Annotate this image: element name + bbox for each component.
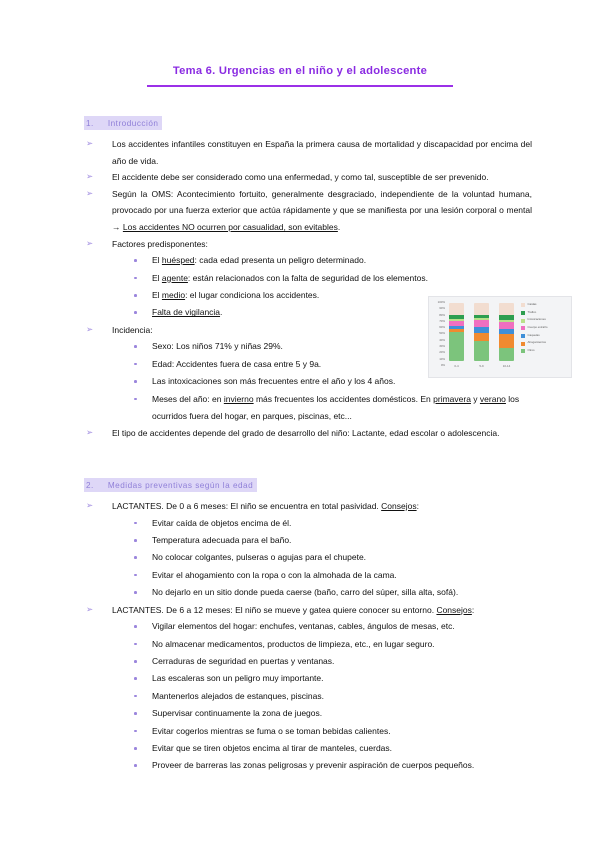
bullet-level-2 xyxy=(84,270,532,287)
bullet-text: El medio: el lugar condiciona los accidentes. xyxy=(152,289,320,300)
chart-bar-segment xyxy=(499,334,514,348)
chart-legend-item xyxy=(521,334,571,338)
arrow-bullet-icon: ➢ xyxy=(86,428,94,439)
bullet-level-2 xyxy=(84,515,532,532)
section-title-1: Introducción xyxy=(107,118,159,128)
legend-label: Otros xyxy=(527,348,535,353)
arrow-bullet-icon: ➢ xyxy=(86,238,94,249)
legend-swatch xyxy=(521,319,525,323)
bullet-text: Evitar caída de objetos encima de él. xyxy=(152,517,292,528)
bullet-level-1 xyxy=(84,186,532,236)
round-bullet-icon xyxy=(134,277,137,280)
round-bullet-icon xyxy=(134,380,137,383)
bullet-text: No colocar colgantes, pulseras o agujas para el chupete. xyxy=(152,552,367,563)
round-bullet-icon xyxy=(134,712,137,715)
arrow-bullet-icon: ➢ xyxy=(86,139,94,149)
legend-label: Trafico xyxy=(527,309,537,314)
underlined-text: agente xyxy=(161,272,188,283)
title-block xyxy=(0,64,600,87)
round-bullet-icon xyxy=(134,695,137,698)
accident-causes-chart xyxy=(428,296,572,378)
chart-y-tick: 70% xyxy=(439,318,445,323)
legend-swatch xyxy=(521,303,525,307)
bullet-text: Los accidentes infantiles constituyen en España la primera causa de mortalidad y discapacidad por encima del año de vida. xyxy=(112,139,532,166)
chart-bar-segment xyxy=(499,348,514,361)
bullet-text: Sexo: Los niños 71% y niñas 29%. xyxy=(152,341,283,352)
bullet-text: El accidente debe ser considerado como una enfermedad, y como tal, susceptible de ser prevenido. xyxy=(112,172,489,183)
bullet-level-1 xyxy=(84,169,532,186)
legend-swatch xyxy=(521,311,525,315)
round-bullet-icon xyxy=(134,522,137,525)
chart-legend-item xyxy=(521,349,571,353)
chart-bar-segment xyxy=(474,303,489,315)
chart-y-tick: 0% xyxy=(440,362,445,368)
round-bullet-icon xyxy=(134,764,137,767)
bullet-text: Según la OMS: Acontecimiento fortuito, generalmente desgraciado, independiente de la voluntad humana, provocado por una fuerza exterior que actúa rápidamente y que se manifiesta por una lesión corporal o mental → Los accidentes NO ocurren por casualidad, son evitables. xyxy=(112,188,532,232)
bullet-text: LACTANTES. De 0 a 6 meses: El niño se encuentra en total pasividad. Consejos: xyxy=(112,501,419,511)
bullet-text: Meses del año: en invierno más frecuentes los accidentes domésticos. En primavera y verano los ocurridos fuera del hogar, en parques, piscinas, etc... xyxy=(152,393,520,421)
chart-x-tick: 5-9 xyxy=(479,363,484,368)
bullet-text: Las escaleras son un peligro muy importante. xyxy=(152,673,324,684)
chart-y-tick: 90% xyxy=(439,306,445,311)
bullet-level-2 xyxy=(84,532,532,549)
section-body-1 xyxy=(84,136,532,442)
round-bullet-icon xyxy=(134,625,137,628)
bullet-text: Edad: Accidentes fuera de casa entre 5 y 9a. xyxy=(152,358,322,369)
chart-y-tick: 40% xyxy=(439,337,445,342)
section-heading-2 xyxy=(84,478,257,492)
underlined-text: verano xyxy=(479,393,506,404)
chart-bar-segment xyxy=(474,341,489,361)
chart-y-tick: 10% xyxy=(439,356,445,361)
underlined-text: medio xyxy=(161,289,186,300)
arrow-bullet-icon: ➢ xyxy=(86,501,94,511)
chart-bar-segment xyxy=(449,303,464,315)
underlined-text: invierno xyxy=(223,393,254,404)
legend-swatch xyxy=(521,349,525,353)
section-number-1: 1. xyxy=(86,118,94,128)
chart-bar xyxy=(499,303,514,361)
chart-y-tick: 50% xyxy=(439,331,445,336)
arrow-bullet-icon: ➢ xyxy=(86,172,94,183)
chart-y-axis xyxy=(430,301,445,367)
chart-y-tick: 100% xyxy=(437,299,445,305)
bullet-text: Evitar cogerlos mientras se fuma o se toman bebidas calientes. xyxy=(152,725,391,736)
legend-label: Caidas xyxy=(527,302,537,306)
bullet-level-2 xyxy=(84,757,532,774)
chart-x-tick: 0-4 xyxy=(454,363,459,368)
bullet-text: El tipo de accidentes depende del grado de desarrollo del niño: Lactante, edad escolar o adolescencia. xyxy=(112,428,500,439)
bullet-level-1 xyxy=(84,236,532,253)
bullet-level-2 xyxy=(84,391,532,426)
bullet-level-1 xyxy=(84,425,532,442)
underlined-text: Los accidentes NO ocurren por casualidad, son evitables xyxy=(122,221,338,232)
chart-y-tick: 80% xyxy=(439,312,445,317)
bullet-text: Evitar que se tiren objetos encima al tirar de manteles, cuerdas. xyxy=(152,743,393,754)
section-body-2 xyxy=(84,498,532,775)
chart-legend-item xyxy=(521,303,571,307)
underlined-text: Consejos xyxy=(381,501,417,511)
bullet-text: Evitar el ahogamiento con la ropa o con la almohada de la cama. xyxy=(152,569,397,580)
round-bullet-icon xyxy=(134,660,137,663)
bullet-level-2 xyxy=(84,252,532,269)
chart-y-tick: 60% xyxy=(439,325,445,330)
bullet-text: El huésped: cada edad presenta un peligro determinado. xyxy=(152,255,367,266)
arrow-bullet-icon: ➢ xyxy=(86,188,94,199)
page-title: Tema 6. Urgencias en el niño y el adolescente xyxy=(172,65,428,77)
round-bullet-icon xyxy=(134,294,137,297)
round-bullet-icon xyxy=(134,259,137,262)
round-bullet-icon xyxy=(134,677,137,680)
bullet-level-2 xyxy=(84,723,532,740)
round-bullet-icon xyxy=(134,556,137,559)
legend-swatch xyxy=(521,342,525,346)
chart-plot-area xyxy=(445,301,519,367)
bullet-text: No dejarlo en un sitio donde pueda caerse (baño, carro del súper, silla alta, sofá). xyxy=(152,587,459,598)
bullet-level-2 xyxy=(84,636,532,653)
chart-y-tick: 20% xyxy=(439,350,445,355)
arrow-bullet-icon: ➢ xyxy=(86,324,94,335)
bullet-text: No almacenar medicamentos, productos de limpieza, etc., en lugar seguro. xyxy=(152,638,435,649)
underlined-text: huésped xyxy=(161,255,195,266)
chart-y-tick: 30% xyxy=(439,343,445,349)
bullet-level-2 xyxy=(84,670,532,687)
bullet-text: LACTANTES. De 6 a 12 meses: El niño se mueve y gatea quiere conocer su entorno. Consejos: xyxy=(112,604,475,615)
bullet-level-2 xyxy=(84,549,532,566)
title-divider xyxy=(147,85,453,87)
chart-legend-item xyxy=(521,326,571,330)
bullet-text: Supervisar continuamente la zona de juegos. xyxy=(152,708,323,719)
bullet-text: Vigilar elementos del hogar: enchufes, ventanas, cables, ángulos de mesas, etc. xyxy=(152,621,455,632)
bullet-text: Mantenerlos alejados de estanques, piscinas. xyxy=(152,690,324,701)
round-bullet-icon xyxy=(134,730,137,733)
bullet-text: Cerraduras de seguridad en puertas y ventanas. xyxy=(152,656,335,667)
chart-legend-item xyxy=(521,318,571,322)
bullet-level-2 xyxy=(84,705,532,722)
bullet-level-2 xyxy=(84,584,532,601)
chart-bar-segment xyxy=(499,303,514,315)
chart-legend-item xyxy=(521,341,571,345)
round-bullet-icon xyxy=(134,345,137,348)
section-number-2: 2. xyxy=(86,480,94,490)
bullet-level-2 xyxy=(84,567,532,584)
section-heading-1 xyxy=(84,116,162,130)
legend-label: Cuerpo extraño xyxy=(527,325,548,330)
legend-label: Caquelas xyxy=(527,332,540,337)
legend-swatch xyxy=(521,326,525,330)
bullet-level-2 xyxy=(84,618,532,635)
underlined-text: primavera xyxy=(433,393,471,404)
bullet-level-1 xyxy=(84,136,532,169)
chart-legend xyxy=(521,303,571,357)
round-bullet-icon xyxy=(134,363,137,366)
underlined-text: Consejos xyxy=(436,604,472,615)
round-bullet-icon xyxy=(134,747,137,750)
round-bullet-icon xyxy=(134,539,137,542)
bullet-level-2 xyxy=(84,653,532,670)
bullet-text: Falta de vigilancia. xyxy=(152,307,223,318)
bullet-level-1 xyxy=(84,602,532,619)
round-bullet-icon xyxy=(134,398,137,401)
bullet-level-2 xyxy=(84,688,532,705)
round-bullet-icon xyxy=(134,574,137,577)
round-bullet-icon xyxy=(134,591,137,594)
round-bullet-icon xyxy=(134,311,137,314)
bullet-text: Proveer de barreras las zonas peligrosas y prevenir aspiración de cuerpos pequeños. xyxy=(152,760,475,771)
arrow-bullet-icon: ➢ xyxy=(86,604,94,615)
bullet-text: Las intoxicaciones son más frecuentes entre el año y los 4 años. xyxy=(152,376,396,387)
legend-label: Ahogamientos xyxy=(527,340,546,345)
bullet-level-1 xyxy=(84,498,532,515)
bullet-text: Incidencia: xyxy=(112,324,153,335)
bullet-text: Temperatura adecuada para el baño. xyxy=(152,535,292,545)
bullet-level-2 xyxy=(84,740,532,757)
chart-bar-segment xyxy=(499,322,514,329)
underlined-text: Falta de vigilancia xyxy=(152,307,221,318)
legend-swatch xyxy=(521,334,525,338)
chart-bar-segment xyxy=(474,333,489,341)
chart-bar xyxy=(449,303,464,361)
round-bullet-icon xyxy=(134,643,137,646)
chart-legend-item xyxy=(521,311,571,315)
bullet-text: El agente: están relacionados con la falta de seguridad de los elementos. xyxy=(152,272,428,283)
chart-bar-segment xyxy=(449,332,464,361)
section-title-2: Medidas preventivas según la edad xyxy=(107,480,254,490)
chart-bar xyxy=(474,303,489,361)
chart-x-tick: 10-14 xyxy=(502,363,511,368)
legend-label: Intoxicaciones xyxy=(527,317,546,322)
bullet-text: Factores predisponentes: xyxy=(112,238,208,249)
